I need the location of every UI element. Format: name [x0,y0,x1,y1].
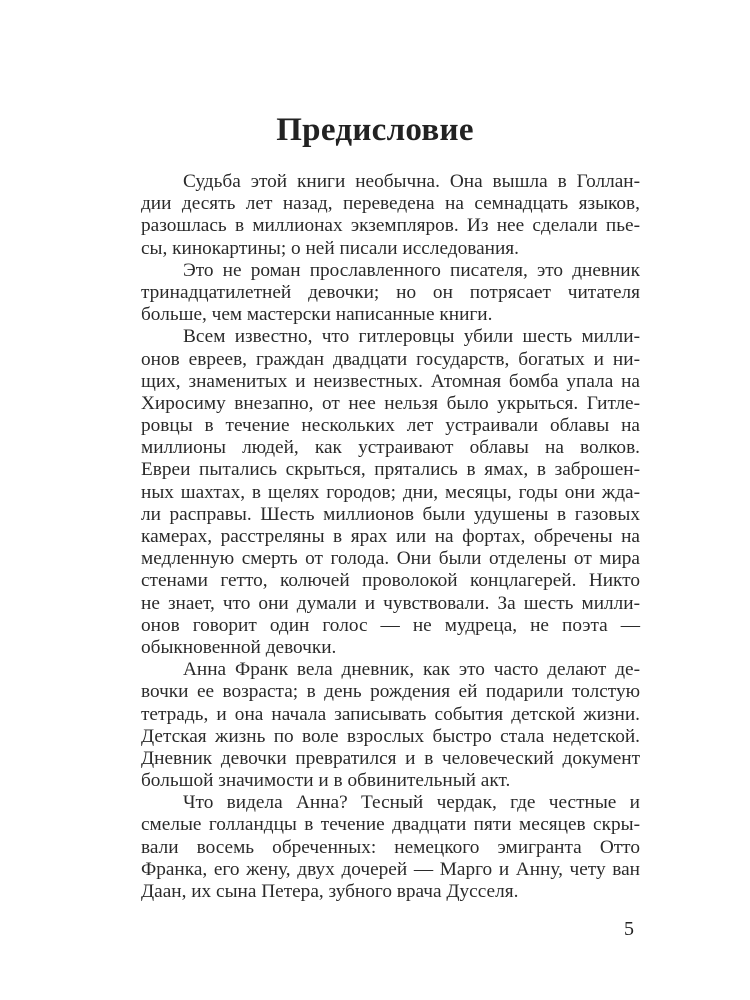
text-line: Дневник девочки превратился и в человеческий документ [141,747,640,769]
paragraph [141,171,640,260]
text-line: Всем известно, что гитлеровцы убили шесть милли- [183,326,640,348]
text-line: не знает, что они думали и чувствовали. За шесть милли- [141,592,640,614]
text-line: камерах, расстреляны в ярах или на фортах, обречены на [141,526,640,547]
text-line: дии десять лет назад, переведена на семнадцать языков, [141,193,640,215]
text-line: тринадцатилетней девочки; но он потрясает читателя [141,281,640,303]
paragraph [141,792,640,903]
text-line: медленную смерть от голода. Они были отделены от мира [141,548,640,570]
text-line: Судьба этой книги необычна. Она вышла в Голлан- [183,171,640,192]
text-line: стенами гетто, колючей проволокой концлагерей. Никто [141,570,640,592]
text-line: сы, кинокартины; о ней писали исследования. [141,237,519,259]
page-number: 5 [624,918,634,940]
text-line: тетрадь, и она начала записывать события детской жизни. [141,703,640,725]
paragraph [141,326,640,659]
body-text [141,171,640,903]
text-line: вали восемь обреченных: немецкого эмигранта Отто [141,836,640,858]
text-line: Даан, их сына Петера, зубного врача Дусселя. [141,881,519,902]
text-line: онов говорит один голос — не мудреца, не поэта — [141,614,640,636]
text-line: онов евреев, граждан двадцати государств, богатых и ни- [141,348,640,370]
paragraph [141,260,640,327]
text-line: разошлась в миллионах экземпляров. Из нее сделали пье- [141,215,640,237]
text-line: Детская жизнь по воле взрослых быстро стала недетской. [141,725,640,747]
text-line: миллионы людей, как устраивают облавы на волков. [141,437,640,459]
text-line: смелые голландцы в течение двадцати пяти месяцев скры- [141,814,640,836]
text-line: вочки ее возраста; в день рождения ей подарили толстую [141,681,640,703]
text-line: обыкновенной девочки. [141,636,337,658]
text-line: Анна Франк вела дневник, как это часто делают де- [183,659,640,681]
text-line: ли расправы. Шесть миллионов были удушены в газовых [141,503,640,525]
chapter-title: Предисловие [276,112,474,148]
text-line: большой значимости и в обвинительный акт. [141,770,511,792]
text-line: Это не роман прославленного писателя, это дневник [183,259,640,281]
text-line: ных шахтах, в щелях городов; дни, месяцы, годы они жда- [141,481,640,503]
text-line: Хиросиму внезапно, от нее нельзя было укрыться. Гитле- [141,392,640,414]
text-line: Что видела Анна? Тесный чердак, где честные и [183,792,640,814]
text-line: щих, знаменитых и неизвестных. Атомная бомба упала на [141,370,640,392]
text-line: Франка, его жену, двух дочерей — Марго и Анну, чету ван [141,858,640,880]
paragraph [141,659,640,792]
text-line: Евреи пытались скрыться, прятались в ямах, в заброшен- [141,459,640,481]
text-line: больше, чем мастерски написанные книги. [141,304,493,326]
text-line: ровцы в течение нескольких лет устраивали облавы на [141,415,640,437]
